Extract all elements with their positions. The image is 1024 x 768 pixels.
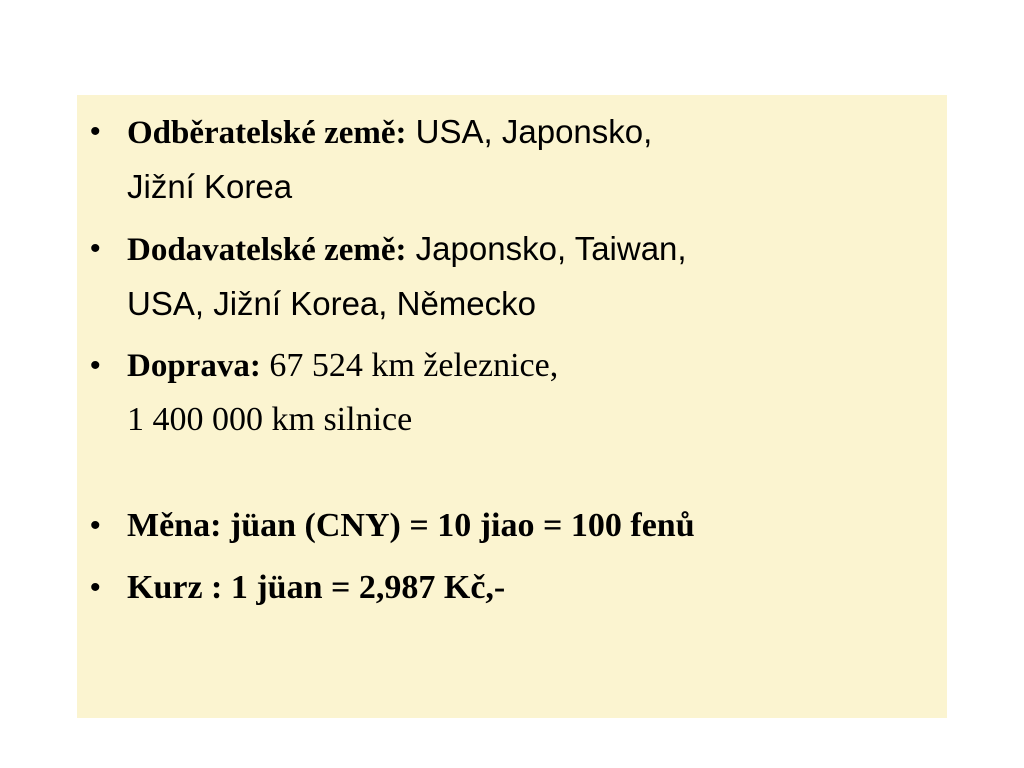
list-item-transport xyxy=(77,339,947,447)
list-item-supplier-countries xyxy=(77,222,947,331)
spacer xyxy=(77,447,947,499)
transport-label: Doprava: xyxy=(127,348,261,384)
supplier-countries-value-line2: USA, Jižní Korea, Německo xyxy=(127,285,536,322)
currency-text: Měna: jüan (CNY) = 10 jiao = 100 fenů xyxy=(127,507,695,544)
supplier-countries-value-line1: Japonsko, Taiwan, xyxy=(406,230,687,267)
bullet-list xyxy=(77,105,947,615)
exchange-rate-text: Kurz : 1 jüan = 2,987 Kč,- xyxy=(127,569,506,606)
customer-countries-value-line1: USA, Japonsko, xyxy=(406,113,653,150)
list-item-currency xyxy=(77,499,947,553)
list-item-exchange-rate xyxy=(77,561,947,615)
customer-countries-label: Odběratelské země: xyxy=(127,115,407,151)
bullet-icon: • xyxy=(90,509,101,542)
content-box xyxy=(77,95,947,718)
transport-value-line2: 1 400 000 km silnice xyxy=(127,401,413,438)
supplier-countries-label: Dodavatelské země: xyxy=(127,232,407,268)
bullet-icon: • xyxy=(90,571,101,604)
bullet-icon: • xyxy=(90,115,101,148)
bullet-icon: • xyxy=(90,232,101,265)
transport-value-line1: 67 524 km železnice, xyxy=(260,347,559,384)
bullet-icon: • xyxy=(90,349,101,382)
list-item-customer-countries xyxy=(77,105,947,214)
customer-countries-value-line2: Jižní Korea xyxy=(127,168,293,205)
